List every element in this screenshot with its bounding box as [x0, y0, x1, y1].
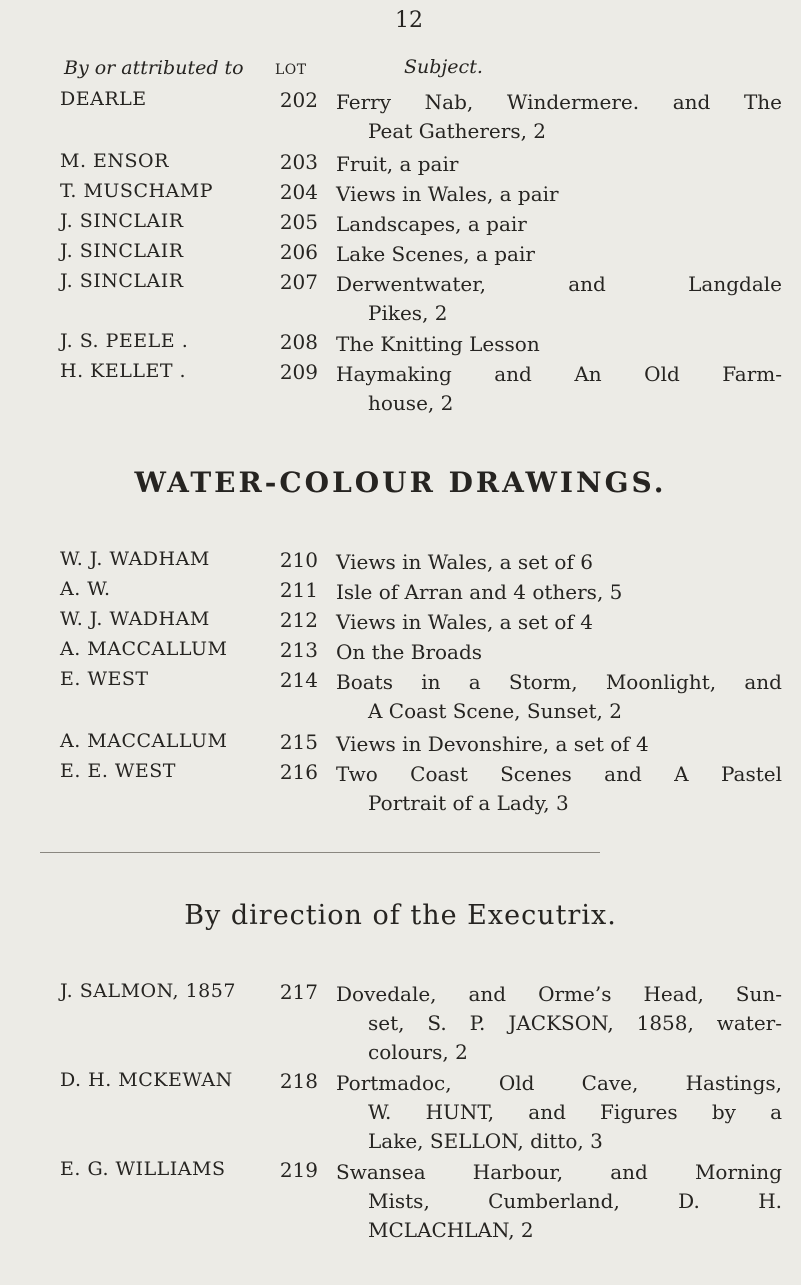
lot-subject: Views in Wales, a pair — [336, 182, 559, 206]
artist-name: A. MACCALLUM — [60, 730, 228, 752]
artist-name: J. SINCLAIR — [60, 240, 184, 262]
lot-subject: Views in Devonshire, a set of 4 — [336, 732, 649, 756]
section-divider — [40, 852, 600, 853]
artist-name: W. J. WADHAM — [60, 608, 210, 630]
lot-subject: Views in Wales, a set of 6 — [336, 550, 593, 574]
lot-subject: Dovedale, and Orme’s Head, Sun- set, S. P. JACKSON, 1858, water- colours, 2 — [336, 982, 782, 1064]
lot-subject: On the Broads — [336, 640, 483, 664]
section-heading-watercolour: WATER-COLOUR DRAWINGS. — [134, 466, 667, 499]
header-subject: Subject. — [404, 56, 483, 78]
header-attributed: By or attributed to — [64, 57, 244, 79]
artist-name: D. H. MCKEWAN — [60, 1069, 233, 1091]
lot-number: 209 — [279, 360, 318, 384]
lot-number: 207 — [279, 270, 318, 294]
lot-number: 204 — [279, 180, 318, 204]
lot-number: 211 — [279, 578, 318, 602]
lot-subject: Landscapes, a pair — [336, 212, 527, 236]
lot-subject: Two Coast Scenes and A Pastel Portrait of a Lady, 3 — [336, 762, 782, 815]
lot-number: 205 — [279, 210, 318, 234]
artist-name: E. WEST — [60, 668, 149, 690]
artist-name: E. G. WILLIAMS — [60, 1158, 226, 1180]
artist-name: A. W. — [60, 578, 111, 600]
header-lot: LOT — [275, 62, 307, 78]
lot-subject: Ferry Nab, Windermere. and The Peat Gatherers, 2 — [336, 90, 782, 143]
artist-name: J. SINCLAIR — [60, 270, 184, 292]
lot-subject: Views in Wales, a set of 4 — [336, 610, 593, 634]
lot-number: 202 — [279, 88, 318, 112]
lot-number: 214 — [279, 668, 318, 692]
lot-number: 215 — [279, 730, 318, 754]
artist-name: J. SINCLAIR — [60, 210, 184, 232]
lot-subject: The Knitting Lesson — [336, 332, 540, 356]
artist-name: H. KELLET . — [60, 360, 187, 382]
lot-subject: Swansea Harbour, and Morning Mists, Cumberland, D. H. MCLACHLAN, 2 — [336, 1160, 782, 1242]
lot-number: 216 — [279, 760, 318, 784]
lot-number: 219 — [279, 1158, 318, 1182]
page-number: 12 — [395, 8, 423, 33]
lot-number: 213 — [279, 638, 318, 662]
section-heading-executrix: By direction of the Executrix. — [184, 900, 617, 931]
lot-number: 210 — [279, 548, 318, 572]
lot-subject: Isle of Arran and 4 others, 5 — [336, 580, 623, 604]
artist-name: W. J. WADHAM — [60, 548, 210, 570]
artist-name: T. MUSCHAMP — [60, 180, 214, 202]
lot-number: 218 — [279, 1069, 318, 1093]
lot-number: 206 — [279, 240, 318, 264]
artist-name: A. MACCALLUM — [60, 638, 228, 660]
lot-subject: Fruit, a pair — [336, 152, 459, 176]
lot-number: 203 — [279, 150, 318, 174]
artist-name: J. S. PEELE . — [60, 330, 189, 352]
lot-subject: Portmadoc, Old Cave, Hastings, W. HUNT, and Figures by a Lake, SELLON, ditto, 3 — [336, 1071, 782, 1153]
artist-name: E. E. WEST — [60, 760, 176, 782]
lot-number: 217 — [279, 980, 318, 1004]
lot-subject: Haymaking and An Old Farm- house, 2 — [336, 362, 782, 415]
lot-number: 212 — [279, 608, 318, 632]
artist-name: M. ENSOR — [60, 150, 169, 172]
artist-name: DEARLE — [60, 88, 147, 110]
artist-name: J. SALMON, 1857 — [60, 980, 236, 1002]
lot-subject: Boats in a Storm, Moonlight, and A Coast Scene, Sunset, 2 — [336, 670, 782, 723]
lot-subject: Derwentwater, and Langdale Pikes, 2 — [336, 272, 782, 325]
lot-number: 208 — [279, 330, 318, 354]
lot-subject: Lake Scenes, a pair — [336, 242, 535, 266]
